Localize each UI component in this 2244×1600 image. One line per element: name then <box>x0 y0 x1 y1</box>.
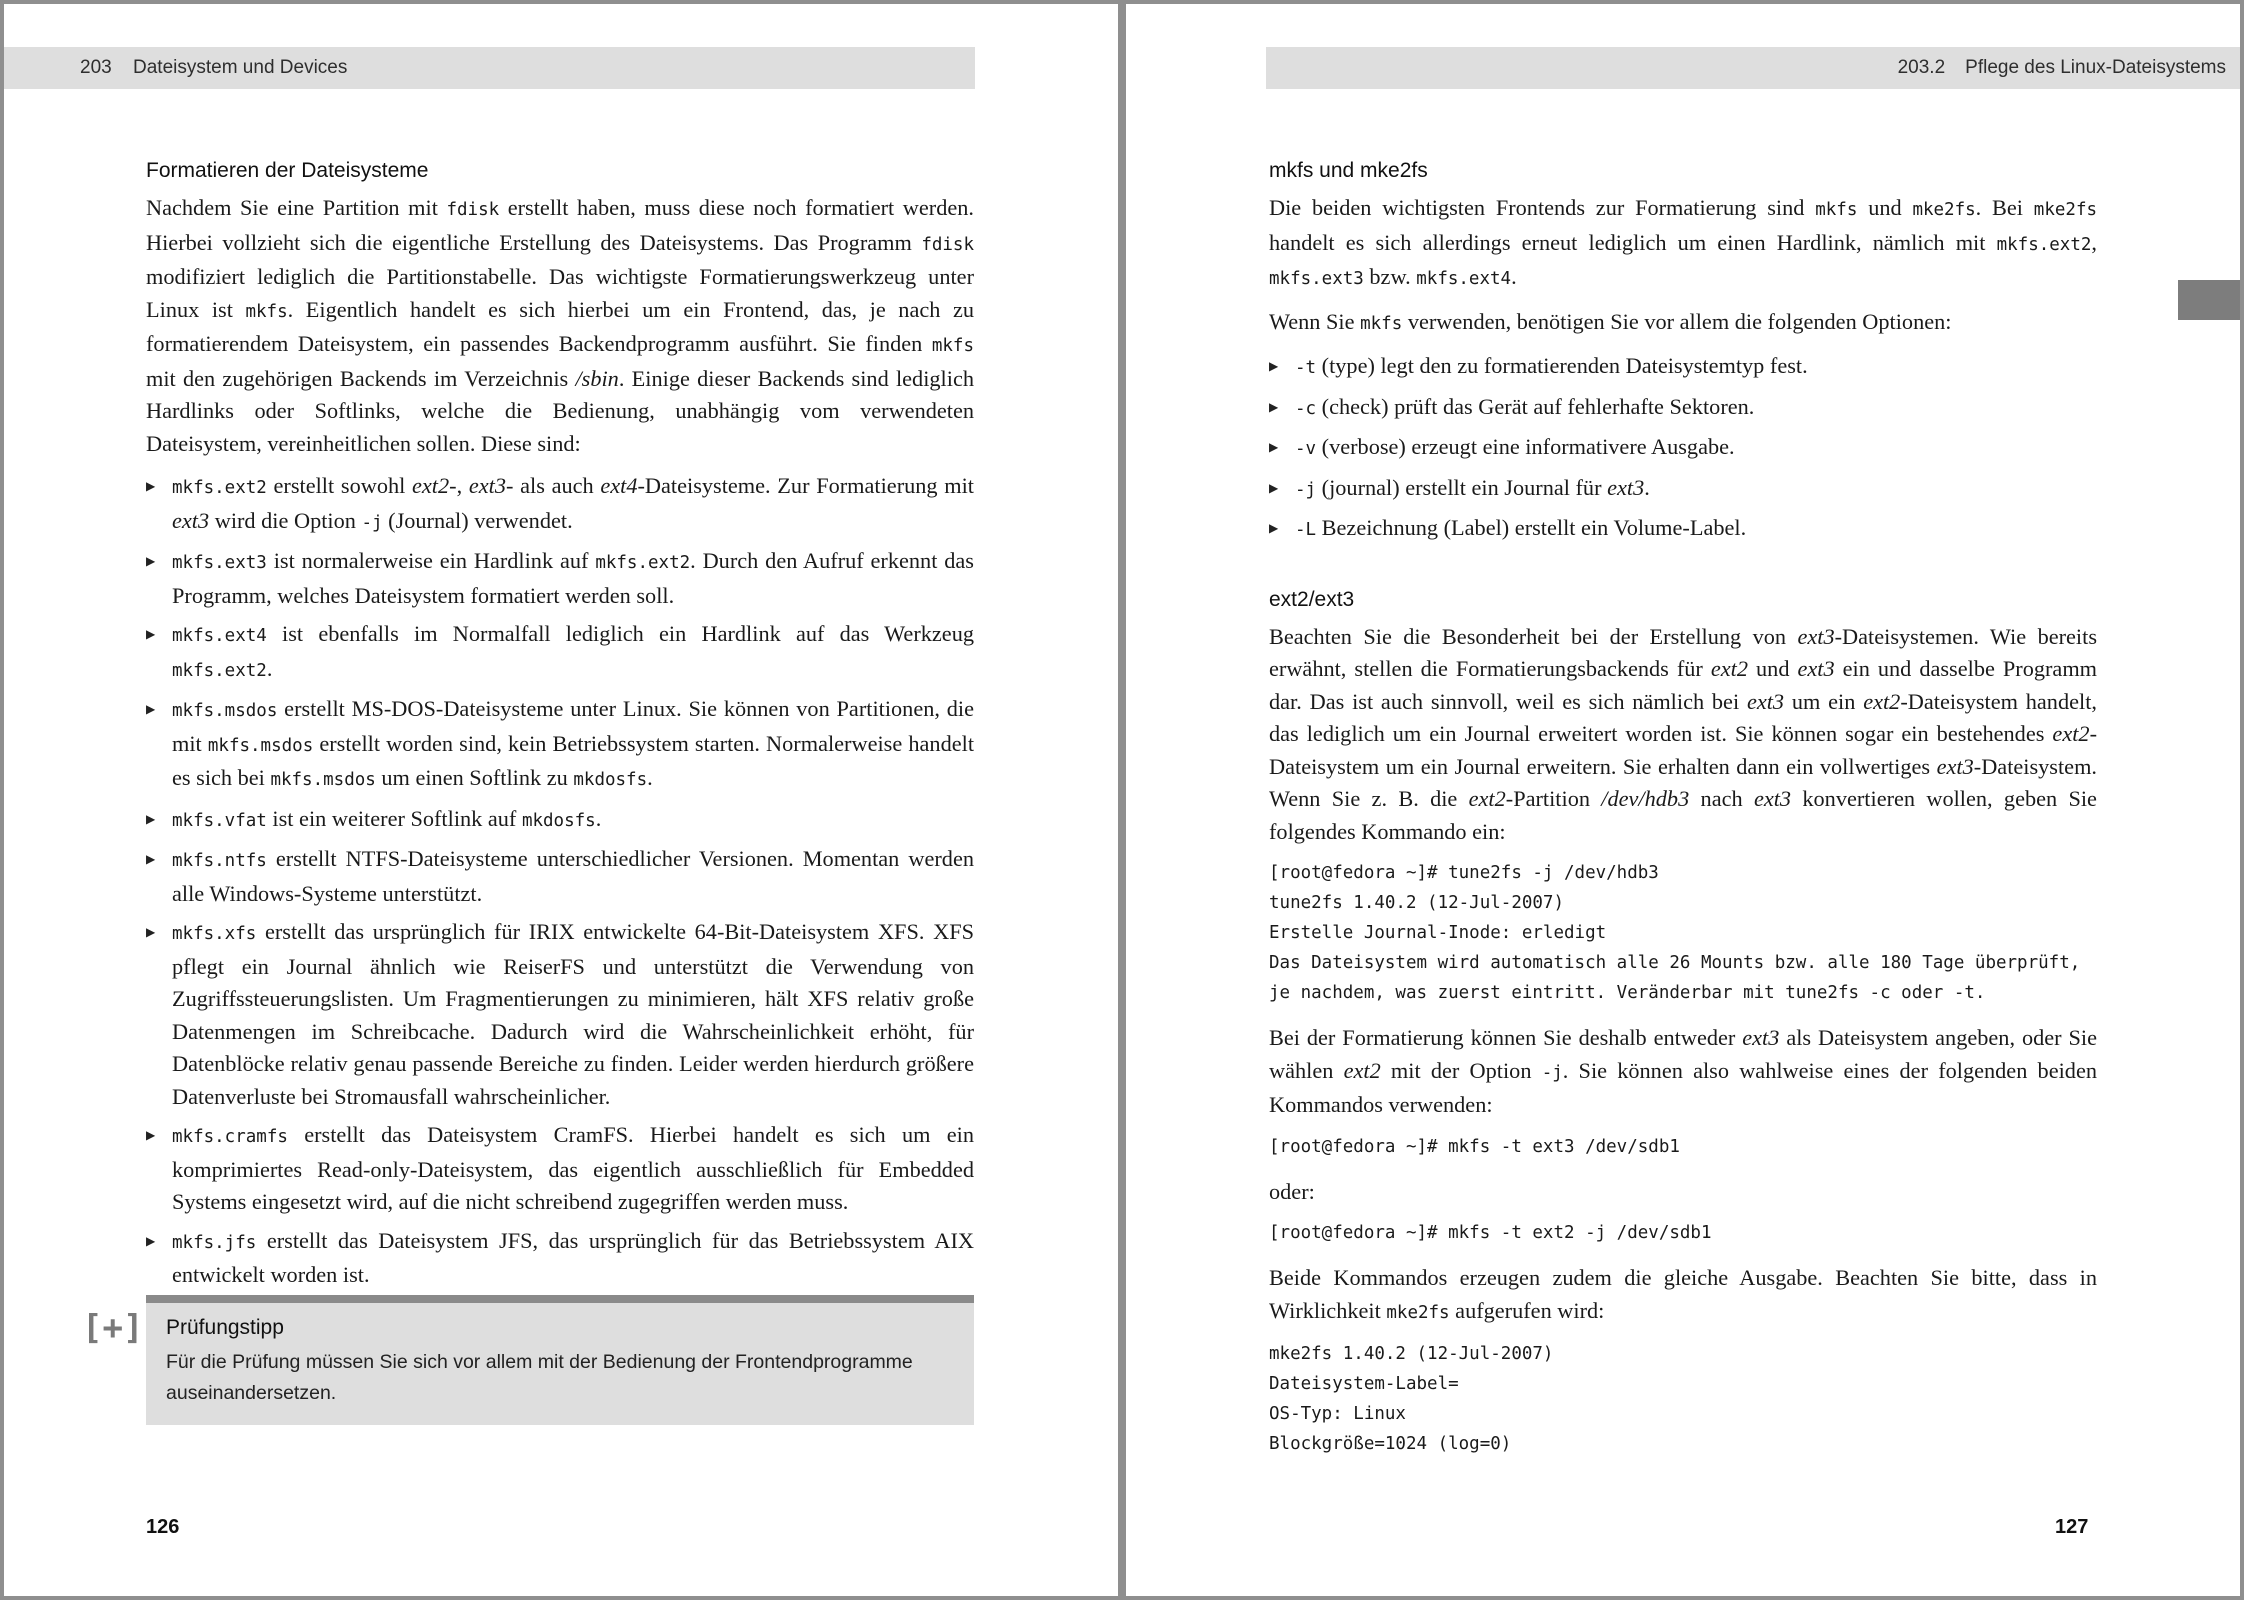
paragraph: Beide Kommandos erzeugen zudem die gleiche Ausgabe. Beachten Sie bitte, dass in Wirklichkeit mke2fs aufgerufen wird: <box>1269 1265 2097 1323</box>
left-body <box>146 156 974 1302</box>
running-header <box>4 47 975 89</box>
list-item: ▶ mkfs.ext2 erstellt sowohl ext2-, ext3- als auch ext4-Dateisysteme. Zur Formatierung mit ext3 wird die Option -j (Journal) verwendet. <box>146 470 974 539</box>
tip-text: Für die Prüfung müssen Sie sich vor allem mit der Bedienung der Frontendprogramme auseinandersetzen. <box>166 1351 913 1404</box>
paragraph: Wenn Sie mkfs verwenden, benötigen Sie vor allem die folgenden Optionen: <box>1269 308 1952 334</box>
section-number: 203.2 <box>1897 57 1946 78</box>
options-list <box>1269 350 2097 547</box>
section-heading: Formatieren der Dateisysteme <box>146 159 429 182</box>
tip-title: Prüfungstipp <box>166 1316 284 1339</box>
section-title: Pflege des Linux-Dateisystems <box>1965 57 2226 78</box>
paragraph: Beachten Sie die Besonderheit bei der Erstellung von ext3-Dateisystemen. Wie bereits erwähnt, stellen die Formatierungsbackends für ext2 und ext3 ein und dasselbe Programm dar. Das ist auch sinnvoll, weil es sich nämlich bei ext3 um ein ext2-Dateisystem handelt, das lediglich um ein Journal erweitert worden ist. Sie können sogar ein bestehendes ext2-Dateisystem um ein Journal erweitern. Sie erhalten dann ein vollwertiges ext3-Dateisystem. Wenn Sie z. B. die ext2-Partition /dev/hdb3 nach ext3 konvertieren wollen, geben Sie folgendes Kommando ein: <box>1269 623 2097 844</box>
code-block: mke2fs 1.40.2 (12-Jul-2007) Dateisystem-Label= OS-Typ: Linux Blockgröße=1024 (log=0) <box>1269 1344 1554 1454</box>
intro-paragraph: Nachdem Sie eine Partition mit fdisk erstellt haben, muss diese noch formatiert werden. Hierbei vollzieht sich die eigentliche Erstellung des Dateisystems. Das Programm fdisk modifiziert lediglich die Partitionstabelle. Das wichtigste Formatierungswerkzeug unter Linux ist mkfs. Eigentlich handelt es sich hierbei um ein Frontend, das, je nach zu formatierendem Dateisystem, ein passendes Backendprogramm ausführt. Sie finden mkfs mit den zugehörigen Backends im Verzeichnis /sbin. Einige dieser Backends sind lediglich Hardlinks oder Softlinks, welche die Bedienung, unabhängig vom verwendeten Dateisystem, vereinheitlichen sollen. Diese sind: <box>146 195 974 456</box>
paragraph: Die beiden wichtigsten Frontends zur Formatierung sind mkfs und mke2fs. Bei mke2fs handelt es sich allerdings erneut lediglich um einen Hardlink, nämlich mit mkfs.ext2, mkfs.ext3 bzw. mkfs.ext4. <box>1269 195 2098 289</box>
list-item: ▶ mkfs.cramfs erstellt das Dateisystem CramFS. Hierbei handelt es sich um ein komprimiertes Read-only-Dateisystem, das eigentlich ausschließlich für Embedded Systems eingesetzt wird, auf die nicht schreibend zugegriffen werden muss. <box>146 1119 974 1219</box>
right-body <box>1269 156 2097 1473</box>
list-item: ▶ mkfs.vfat ist ein weiterer Softlink auf mkdosfs. <box>146 803 974 838</box>
list-item: ▶ mkfs.ntfs erstellt NTFS-Dateisysteme unterschiedlicher Versionen. Momentan werden alle Windows-Systeme unterstützt. <box>146 843 974 910</box>
list-item: ▶ -c (check) prüft das Gerät auf fehlerhafte Sektoren. <box>1269 391 2097 426</box>
list-item: ▶ -L Bezeichnung (Label) erstellt ein Volume-Label. <box>1269 512 2097 547</box>
left-page <box>4 4 1118 1596</box>
paragraph: oder: <box>1269 1178 1315 1204</box>
list-item: ▶ -t (type) legt den zu formatierenden Dateisystemtyp fest. <box>1269 350 2097 385</box>
code-block: [root@fedora ~]# mkfs -t ext3 /dev/sdb1 <box>1269 1136 1680 1157</box>
backend-list <box>146 470 974 1292</box>
list-item: ▶ mkfs.jfs erstellt das Dateisystem JFS, das ursprünglich für das Betriebssystem AIX entwickelt worden ist. <box>146 1225 974 1292</box>
chapter-thumb-tab <box>2178 280 2240 320</box>
section-heading: ext2/ext3 <box>1269 587 1355 611</box>
list-item: ▶ mkfs.ext3 ist normalerweise ein Hardlink auf mkfs.ext2. Durch den Aufruf erkennt das Programm, welches Dateisystem formatiert werden soll. <box>146 545 974 612</box>
list-item: ▶ mkfs.xfs erstellt das ursprünglich für IRIX entwickelte 64-Bit-Dateisystem XFS. XFS pflegt ein Journal ähnlich wie ReiserFS und unterstützt die Verwendung von Zugriffssteuerungslisten. Um Fragmentierungen zu minimieren, hält XFS relativ große Datenmengen im Schreibcache. Dadurch wird die Wahrscheinlichkeit erhöht, für Datenblöcke relativ genau passende Bereiche zu finden. Leider werden hierdurch größere Datenverluste bei Stromausfall wahrscheinlicher. <box>146 916 974 1113</box>
list-item: ▶ -j (journal) erstellt ein Journal für ext3. <box>1269 472 2097 507</box>
list-item: ▶ -v (verbose) erzeugt eine informativere Ausgabe. <box>1269 431 2097 466</box>
exam-tip-box <box>146 1295 974 1425</box>
section-heading: mkfs und mke2fs <box>1269 159 1428 182</box>
running-header <box>1266 47 2240 89</box>
code-block: [root@fedora ~]# mkfs -t ext2 -j /dev/sdb1 <box>1269 1223 1712 1243</box>
list-item: ▶ mkfs.ext4 ist ebenfalls im Normalfall lediglich ein Hardlink auf das Werkzeug mkfs.ext2. <box>146 618 974 687</box>
paragraph: Bei der Formatierung können Sie deshalb entweder ext3 als Dateisystem angeben, oder Sie wählen ext2 mit der Option -j. Sie können also wahlweise eines der folgenden beiden Kommandos verwenden: <box>1269 1025 2097 1117</box>
code-block: [root@fedora ~]# tune2fs -j /dev/hdb3 tune2fs 1.40.2 (12-Jul-2007) Erstelle Journal-Inode: erledigt Das Dateisystem wird automatisch alle 26 Mounts bzw. alle 180 Tage überprüft, je nachdem, was zuerst eintritt. Veränderbar mit tune2fs -c oder -t. <box>1269 863 2081 1003</box>
chapter-number: 203 <box>80 57 112 78</box>
page-number: 127 <box>2055 1516 2089 1538</box>
list-item: ▶ mkfs.msdos erstellt MS-DOS-Dateisysteme unter Linux. Sie können von Partitionen, die mit mkfs.msdos erstellt worden sind, kein Betriebssystem starten. Normalerweise handelt es sich bei mkfs.msdos um einen Softlink zu mkdosfs. <box>146 693 974 797</box>
page-number: 126 <box>146 1516 180 1538</box>
right-page <box>1126 4 2240 1596</box>
chapter-title: Dateisystem und Devices <box>133 57 348 78</box>
tip-icon: [+] <box>82 1308 144 1348</box>
